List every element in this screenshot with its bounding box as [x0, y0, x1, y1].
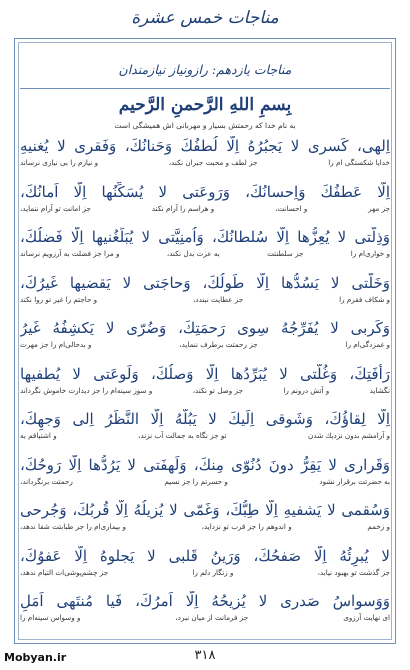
stanza	[20, 546, 390, 578]
section-divider	[20, 88, 390, 89]
translation-fragment: به عزت بدل نكند،	[166, 249, 220, 258]
translation-fragment: و غمزدگی‌ام را	[345, 340, 390, 349]
stanza	[20, 364, 390, 396]
translation-fragment: و بدحالی‌ام را جز مهرت	[20, 340, 92, 349]
translation-fragment: و هراسم را آرام نكند	[151, 203, 215, 213]
translation-fragment: و مرا جز فضلت به آرزویم نرساند	[20, 249, 120, 258]
translation-fragment: و آرامشم بدون نزدیك شدن	[308, 431, 390, 440]
translation-fragment: جز چشم‌پوشی‌ات التیام ندهد،	[20, 567, 109, 577]
bismillah-translation: به نام خدا كه رحمتش بسیار و مهربانی اش همیشگی است	[114, 121, 296, 130]
stanza-arabic: رَأفَتِكَ، وَغُلَّتى لا يُبَرِّدُها اِلّا وَصلُكَ، وَلَوعَتى لا يُطفيها	[20, 364, 390, 383]
stanza-arabic: اِلّا لِقاؤُكَ، وَشَوقى اِلَيكَ لا يَبُلُّهُ اِلَّا النَّظَرُ اِلى وَجهِكَ،	[20, 410, 390, 428]
stanza-arabic: وَكَربى لا يُفَرِّجُهُ سِوى رَحمَتِكَ، وَضُرّى لا يَكشِفُهُ غَيرُ	[20, 319, 390, 337]
translation-fragment: خدایا شكستگی ام را	[328, 158, 390, 167]
stanza-translation	[20, 158, 390, 168]
translation-fragment: و بیماری‌ام را جز طبابتت شفا ندهد،	[20, 522, 126, 531]
translation-fragment: و سوز سینه‌ام را جز دیدارت خاموش نگرداند	[20, 385, 153, 395]
translation-fragment: جز مهر	[368, 203, 390, 213]
translation-fragment: و وسواس سینه‌ام را	[20, 613, 81, 622]
stanza-translation	[20, 431, 390, 441]
stanza	[20, 318, 390, 350]
stanza-translation	[20, 613, 390, 623]
stanza-arabic: وَقَرارى لا يَقِرُّ دونَ دُنُوّى مِنكَ، وَلَهفَتى لا يَرُدُّها اِلّا رَوحُكَ،	[20, 455, 390, 474]
translation-fragment: جز عطایت نبندد،	[193, 294, 244, 304]
translation-fragment: و زخمم	[367, 522, 390, 531]
stanza-translation	[20, 386, 390, 396]
bismillah-arabic: بِسمِ اللهِ الرَّحمنِ الرَّحيم	[118, 95, 292, 115]
stanza	[20, 455, 390, 487]
watermark-link[interactable]: Mobyan.ir	[4, 651, 67, 664]
stanza	[20, 182, 390, 214]
stanza	[20, 136, 390, 168]
translation-fragment: و حاجتم را غیر تو روا نكند	[20, 294, 98, 304]
stanza-translation	[20, 340, 390, 350]
stanza-arabic: وَذِلَّتى لا يُعِزُّها اِلّا سُلطانُكَ، وَاُمنِيَّتى لا يُبَلِّغُنيها اِلّا فَضلُكَ،	[20, 228, 390, 246]
translation-fragment: جز لطف و محبت جبران نكند،	[168, 158, 258, 167]
translation-fragment: جز رحمتت برطرف ننماید،	[179, 340, 258, 349]
translation-fragment: ای نهایت آرزوی	[343, 613, 390, 622]
translation-fragment: و احسانت،	[275, 203, 308, 213]
book-title: مناجات خمس عشرة	[131, 8, 279, 28]
translation-fragment: و اندوهم را جز قرب تو نزداید،	[201, 522, 292, 531]
translation-fragment: و نیازم را بی نیازی نرساند	[20, 158, 99, 167]
stanza-translation	[20, 204, 390, 214]
stanza	[20, 500, 390, 532]
translation-fragment: جز گذشت تو بهبود نیابد،	[317, 567, 390, 577]
stanza-arabic: لا يُبرِئُهُ اِلّا صَفحُكَ، وَرَينُ قَلبى لا يَجلوهُ اِلّا عَفوُكَ،	[20, 546, 390, 565]
translation-fragment: تو جز نگاه به جمالت آب نزند،	[138, 431, 227, 440]
stanza-arabic: وَخَلَّتى لا يَسُدُّها اِلّا طَولُكَ، وَحاجَتى لا يَقضيها غَيرُكَ،	[20, 273, 390, 292]
translation-fragment: و آتش درونم را	[283, 385, 330, 395]
stanza-translation	[20, 249, 390, 259]
stanza-translation	[20, 477, 390, 487]
section-title: مناجات یازدهم: رازونیاز نیازمندان	[118, 62, 292, 77]
page-number: ۳۱۸	[194, 648, 216, 663]
translation-fragment: نگشاید	[369, 385, 390, 395]
stanza	[20, 591, 390, 623]
stanza	[20, 227, 390, 259]
translation-fragment: و شكاف فقرم را	[339, 294, 390, 304]
stanza-arabic: اِلّا عَطفُكَ وَاِحسانُكَ، وَرَوعَتى لا يُسَكِّنُها اِلّا اَمانُكَ،	[20, 182, 390, 201]
stanza	[20, 273, 390, 305]
translation-fragment: و اشتیاقم به	[20, 431, 57, 440]
stanza-translation	[20, 522, 390, 532]
translation-fragment: جز سلطنتت	[267, 249, 304, 258]
stanza	[20, 409, 390, 441]
stanza-arabic: وَوَسواسُ صَدرى لا يُزيحُهُ اِلّا اَمرُكَ، فَيا مُنتَهى اَمَلِ	[20, 592, 390, 610]
translation-fragment: به حضرتت برقرار نشود	[319, 476, 390, 486]
translation-fragment: و زنگار دلم را	[192, 567, 234, 577]
translation-fragment: جز امانت تو آرام ننماید،	[20, 203, 91, 213]
translation-fragment: جز فرمانت از میان نبرد،	[175, 613, 249, 622]
translation-fragment: و حسرتم را جز نسیم	[164, 476, 228, 486]
stanza-arabic: اِلهى، كَسرى لا يَجبُرُهُ اِلّا لُطفُكَ وَحَنانُكَ، وَفَقرى لا يُغنيهِ	[20, 137, 390, 155]
stanza-translation	[20, 568, 390, 578]
stanza-arabic: وَسُقمى لا يَشفيهِ اِلّا طِبُّكَ، وَغَمّى لا يُزيلُهُ اِلّا قُربُكَ، وَجُرحى	[20, 501, 390, 519]
stanza-translation	[20, 295, 390, 305]
translation-fragment: و خواری‌ام را	[350, 249, 390, 258]
translation-fragment: رحمتت برنگرداند،	[20, 476, 73, 486]
translation-fragment: جز وصل تو نكند،	[192, 385, 243, 395]
